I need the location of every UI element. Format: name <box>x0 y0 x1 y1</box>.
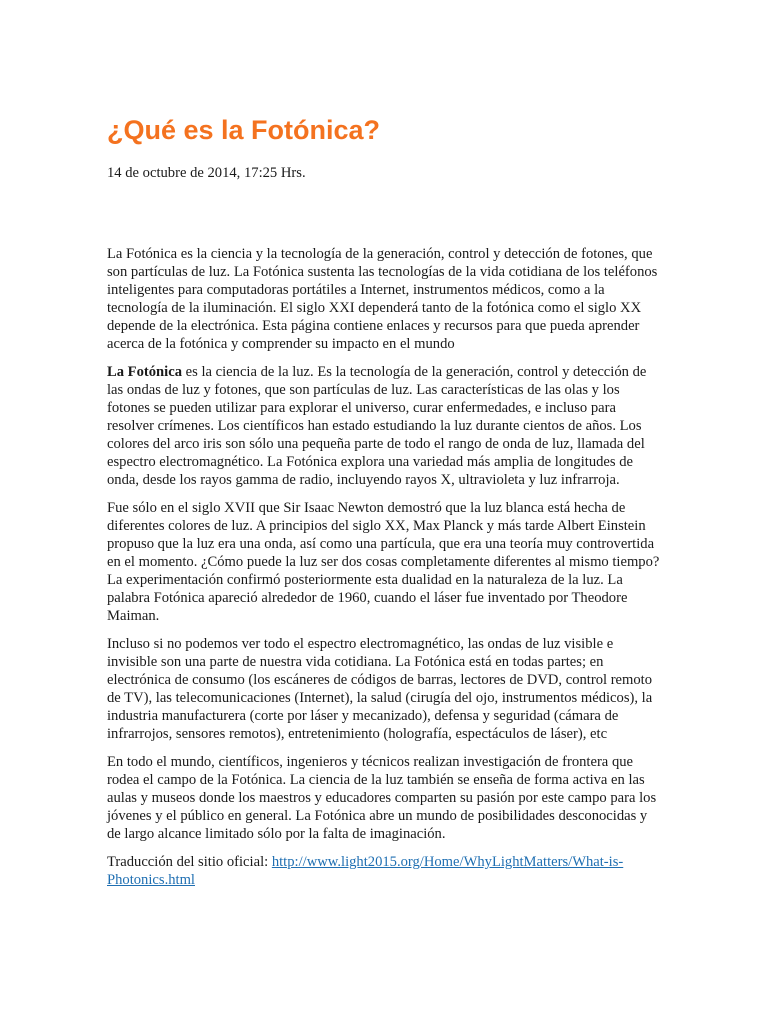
translation-label: Traducción del sitio oficial: <box>107 854 272 870</box>
page-title: ¿Qué es la Fotónica? <box>107 115 381 145</box>
paragraph-intro: La Fotónica es la ciencia y la tecnología de la generación, control y detección de fotones, que son partículas de luz. La Fotónica sustenta las tecnologías de la vida cotidiana de los teléfonos inteligentes para computadoras portátiles a Internet, instrumentos médicos, como a la tecnología de la iluminación. El siglo XXI dependerá tanto de la fotónica como el siglo XX depende de la electrónica. Esta página contiene enlaces y recursos para que pueda aprender acerca de la fotónica y comprender su impacto en el mundo <box>107 246 658 352</box>
source-link[interactable]: http://www.light2015.org/Home/WhyLightMatters/What-is-Photonics.html <box>107 854 624 888</box>
paragraph-history: Fue sólo en el siglo XVII que Sir Isaac Newton demostró que la luz blanca está hecha de diferentes colores de luz. A principios del siglo XX, Max Planck y más tarde Albert Einstein propuso que la luz era una onda, así como una partícula, que era una teoría muy controvertida en el momento. ¿Cómo puede la luz ser dos cosas completamente diferentes al mismo tiempo? La experimentación confirmó posteriormente esta dualidad en la naturaleza de la luz. La palabra Fotónica apareció alrededor de 1960, cuando el láser fue inventado por Theodore Maiman. <box>107 500 660 624</box>
bold-term: La Fotónica <box>107 364 182 380</box>
article-body <box>107 245 663 899</box>
paragraph-applications: Incluso si no podemos ver todo el espectro electromagnético, las ondas de luz visible e invisible son una parte de nuestra vida cotidiana. La Fotónica está en todas partes; en electrónica de consumo (los escáneres de códigos de barras, lectores de DVD, control remoto de TV), las telecomunicaciones (Internet), la salud (cirugía del ojo, instrumentos médicos), la industria manufacturera (corte por láser y mecanizado), defensa y seguridad (cámara de infrarrojos, sensores remotos), entretenimiento (holografía, espectáculos de láser), etc <box>107 636 653 742</box>
paragraph-definition-text: es la ciencia de la luz. Es la tecnología de la generación, control y detección de las ondas de luz y fotones, que son partículas de luz. Las características de las olas y los fotones se pueden utilizar para explorar el universo, curar enfermedades, e incluso para resolver crímenes. Los científicos han estado estudiando la luz durante cientos de años. Los colores del arco iris son sólo una pequeña parte de todo el rango de onda de luz, llamada del espectro electromagnético. La Fotónica explora una variedad más amplia de longitudes de onda, desde los rayos gamma de radio, incluyendo rayos X, ultravioleta y luz infrarroja. <box>107 364 647 488</box>
paragraph-translation <box>107 853 663 889</box>
paragraph-research: En todo el mundo, científicos, ingenieros y técnicos realizan investigación de frontera que rodea el campo de la Fotónica. La ciencia de la luz también se enseña de forma activa en las aulas y museos donde los maestros y educadores comparten su pasión por este campo para los jóvenes y el público en general. La Fotónica abre un mundo de posibilidades desconocidas y de largo alcance limitado sólo por la falta de imaginación. <box>107 754 657 842</box>
paragraph-definition <box>107 363 663 489</box>
publish-date: 14 de octubre de 2014, 17:25 Hrs. <box>107 165 306 181</box>
